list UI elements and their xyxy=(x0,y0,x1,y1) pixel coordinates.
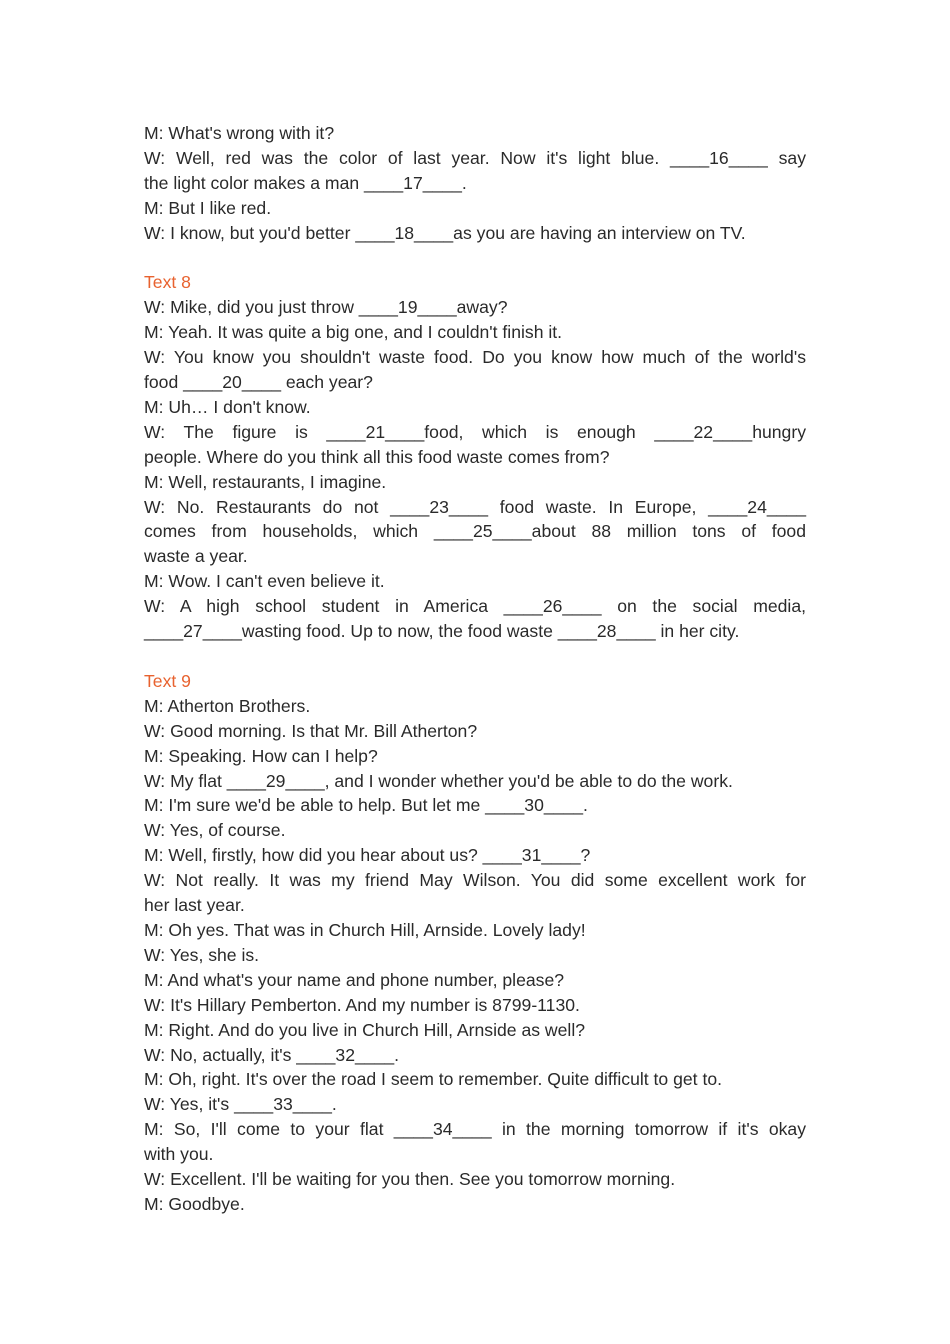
dialogue-line: M: So, I'll come to your flat ____34____ in the morning tomorrow if it's okay xyxy=(144,1119,806,1140)
dialogue-line: W: I know, but you'd better ____18____as you are having an interview on TV. xyxy=(144,222,746,243)
text8-heading: Text 8 xyxy=(144,272,191,293)
document-page xyxy=(144,121,806,1217)
dialogue-line: W: My flat ____29____, and I wonder whether you'd be able to do the work. xyxy=(144,770,733,791)
dialogue-line: M: Oh, right. It's over the road I seem to remember. Quite difficult to get to. xyxy=(144,1069,723,1090)
dialogue-line: W: Not really. It was my friend May Wilson. You did some excellent work for xyxy=(144,870,806,891)
dialogue-line: W: Yes, she is. xyxy=(144,944,260,965)
dialogue-line: W: No. Restaurants do not ____23____ food waste. In Europe, ____24____ xyxy=(144,496,806,517)
text8-dialogue xyxy=(144,295,806,644)
dialogue-line: W: No, actually, it's ____32____. xyxy=(144,1044,400,1065)
dialogue-line: M: And what's your name and phone number, please? xyxy=(144,969,565,990)
dialogue-line: the light color makes a man ____17____. xyxy=(144,172,467,193)
dialogue-line: W: Well, red was the color of last year. Now it's light blue. ____16____ say xyxy=(144,147,806,168)
dialogue-line: W: The figure is ____21____food, which is enough ____22____hungry xyxy=(144,421,806,442)
dialogue-line: W: A high school student in America ____26____ on the social media, xyxy=(144,596,806,617)
dialogue-line: M: Well, restaurants, I imagine. xyxy=(144,471,387,492)
dialogue-line: W: Excellent. I'll be waiting for you then. See you tomorrow morning. xyxy=(144,1169,676,1190)
dialogue-line: M: Oh yes. That was in Church Hill, Arnside. Lovely lady! xyxy=(144,919,586,940)
dialogue-line: M: Yeah. It was quite a big one, and I couldn't finish it. xyxy=(144,322,563,343)
section-gap xyxy=(144,246,806,271)
dialogue-line: M: Well, firstly, how did you hear about us? ____31____? xyxy=(144,845,591,866)
dialogue-line: M: What's wrong with it? xyxy=(144,123,335,143)
dialogue-line: W: It's Hillary Pemberton. And my number is 8799-1130. xyxy=(144,994,580,1015)
dialogue-line: M: Right. And do you live in Church Hill, Arnside as well? xyxy=(144,1019,586,1040)
dialogue-line: her last year. xyxy=(144,895,245,916)
dialogue-line: M: Uh… I don't know. xyxy=(144,396,311,417)
dialogue-line: W: Good morning. Is that Mr. Bill Atherton? xyxy=(144,720,478,741)
text9-heading: Text 9 xyxy=(144,670,191,691)
dialogue-line: W: You know you shouldn't waste food. Do you know how much of the world's xyxy=(144,347,806,368)
dialogue-line: M: Speaking. How can I help? xyxy=(144,745,378,766)
dialogue-line: M: Atherton Brothers. xyxy=(144,695,311,716)
dialogue-line: W: Yes, of course. xyxy=(144,820,286,841)
dialogue-line: comes from households, which ____25____about 88 million tons of food xyxy=(144,521,806,542)
dialogue-line: with you. xyxy=(144,1144,214,1165)
dialogue-line: M: I'm sure we'd be able to help. But let me ____30____. xyxy=(144,795,588,816)
dialogue-line: W: Yes, it's ____33____. xyxy=(144,1094,337,1115)
dialogue-line: M: But I like red. xyxy=(144,197,272,218)
dialogue-line: food ____20____ each year? xyxy=(144,372,373,393)
dialogue-line: ____27____wasting food. Up to now, the food waste ____28____ in her city. xyxy=(144,621,740,642)
dialogue-line: W: Mike, did you just throw ____19____away? xyxy=(144,297,508,318)
text9-dialogue xyxy=(144,694,806,1217)
dialogue-line: M: Wow. I can't even believe it. xyxy=(144,571,385,592)
dialogue-line: M: Goodbye. xyxy=(144,1193,245,1214)
text7-tail-section xyxy=(144,121,806,246)
section-gap xyxy=(144,644,806,669)
dialogue-line: people. Where do you think all this food waste comes from? xyxy=(144,446,610,467)
dialogue-line: waste a year. xyxy=(144,546,248,567)
